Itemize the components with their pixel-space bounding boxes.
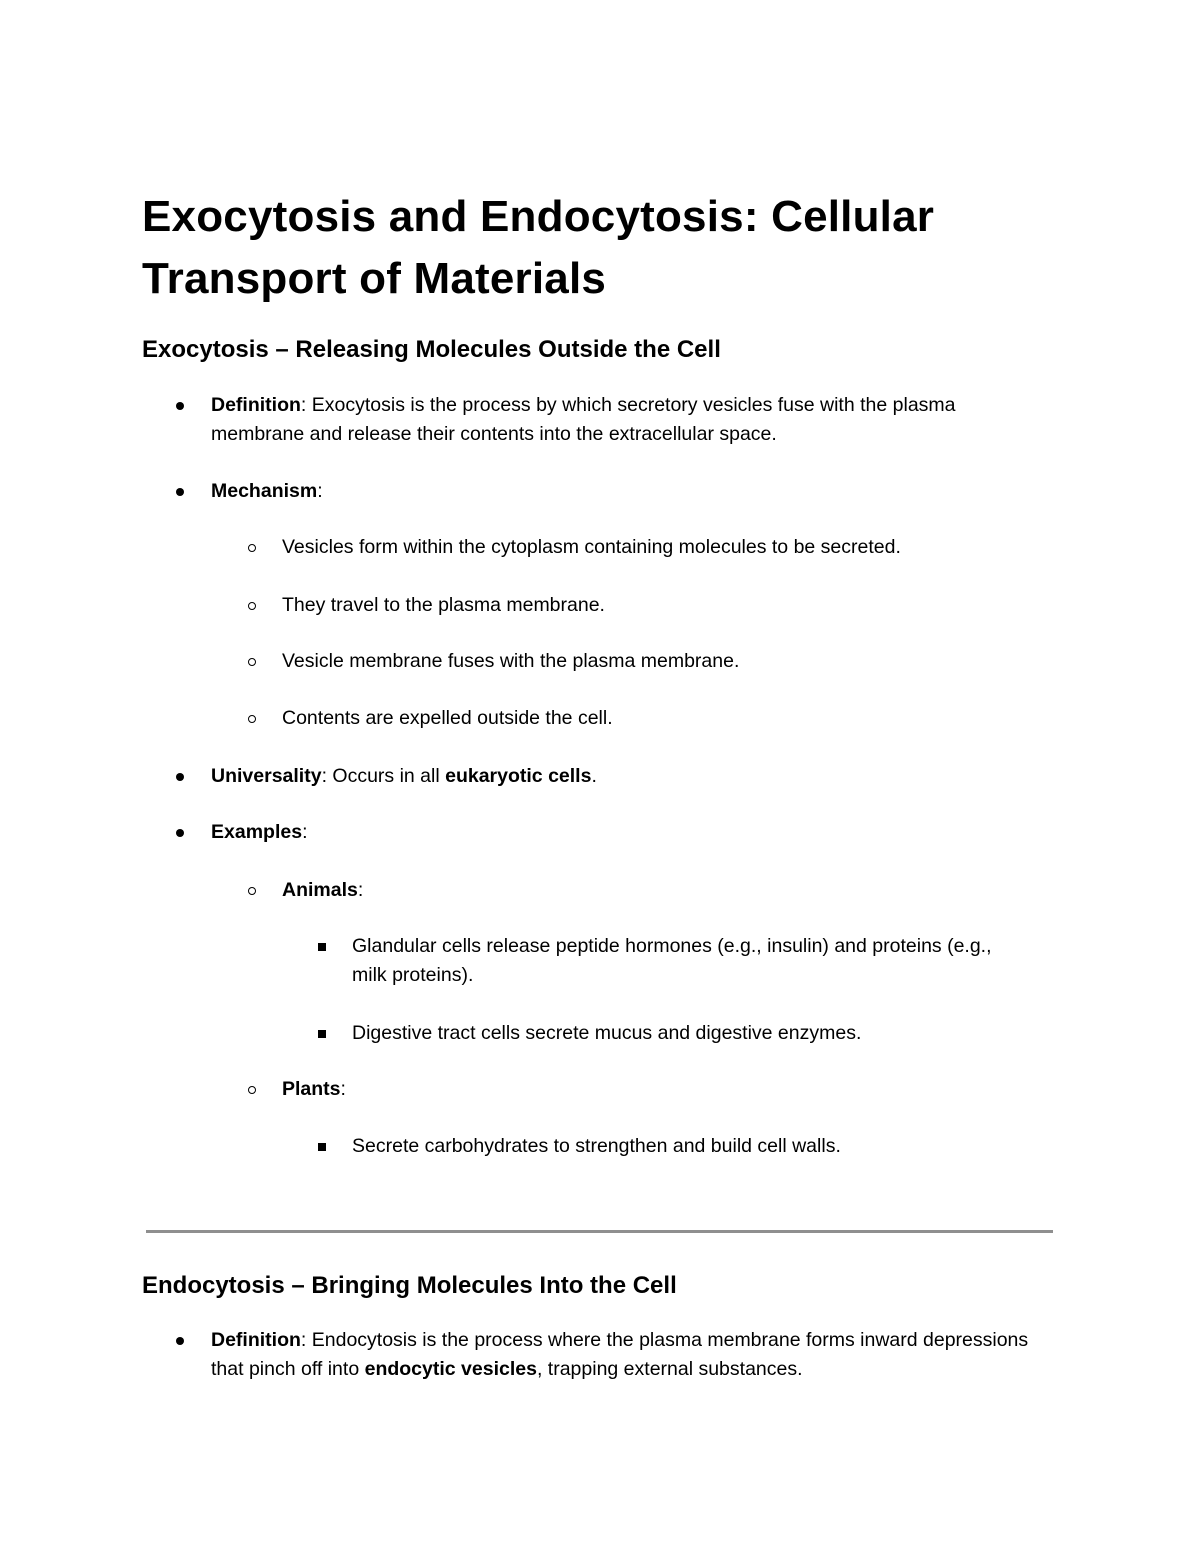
mechanism-step-text: Vesicle membrane fuses with the plasma membrane. xyxy=(282,650,740,672)
examples-colon: : xyxy=(302,821,308,843)
exocytosis-definition-item xyxy=(211,391,1051,449)
animals-item xyxy=(282,876,1042,905)
bullet-circle xyxy=(248,1086,256,1094)
exocytosis-heading: Exocytosis – Releasing Molecules Outside the Cell xyxy=(142,336,721,363)
animals-colon: : xyxy=(357,879,364,901)
definition-text: : Exocytosis is the process by which secretory vesicles fuse with the plasma membrane and release their contents into the extracellular space. xyxy=(211,394,956,445)
bullet-disc xyxy=(176,1337,184,1345)
plants-label: Plants xyxy=(282,1078,341,1100)
universality-text: : Occurs in all xyxy=(321,765,446,787)
plants-item xyxy=(282,1075,1042,1104)
plant-example-text: Secrete carbohydrates to strengthen and build cell walls. xyxy=(352,1135,841,1157)
universality-emphasis: eukaryotic cells xyxy=(445,765,592,787)
bullet-circle xyxy=(248,887,256,895)
definition-label: Definition xyxy=(211,394,301,416)
section-divider xyxy=(146,1230,1053,1233)
mechanism-step-text: Contents are expelled outside the cell. xyxy=(282,707,613,729)
universality-item xyxy=(211,762,1051,791)
bullet-disc xyxy=(176,829,184,837)
mechanism-item xyxy=(211,477,1051,506)
mechanism-step-text: They travel to the plasma membrane. xyxy=(282,594,605,616)
bullet-disc xyxy=(176,488,184,496)
bullet-circle xyxy=(248,544,256,552)
animal-example xyxy=(352,1019,1022,1048)
animals-label: Animals xyxy=(282,879,358,901)
mechanism-colon: : xyxy=(317,480,323,502)
mechanism-step-text: Vesicles form within the cytoplasm containing molecules to be secreted. xyxy=(282,536,901,558)
definition-text: : Endocytosis is the process where the plasma membrane forms inward depressions that pinch off into xyxy=(211,1329,1029,1380)
plants-colon: : xyxy=(340,1078,346,1100)
universality-end: . xyxy=(591,765,597,787)
bullet-square xyxy=(318,1143,326,1151)
mechanism-step xyxy=(282,533,1042,562)
universality-label: Universality xyxy=(211,765,322,787)
definition-emphasis: endocytic vesicles xyxy=(364,1358,537,1380)
bullet-circle xyxy=(248,715,256,723)
bullet-square xyxy=(318,1030,326,1038)
bullet-circle xyxy=(248,658,256,666)
mechanism-step xyxy=(282,704,1042,733)
animal-example-text: Glandular cells release peptide hormones (e.g., insulin) and proteins (e.g., milk proteins). xyxy=(352,935,992,986)
endocytosis-heading: Endocytosis – Bringing Molecules Into the Cell xyxy=(142,1272,677,1299)
examples-item xyxy=(211,818,1051,847)
animal-example-text: Digestive tract cells secrete mucus and digestive enzymes. xyxy=(352,1022,862,1044)
bullet-disc xyxy=(176,773,184,781)
mechanism-label: Mechanism xyxy=(211,480,318,502)
definition-label: Definition xyxy=(211,1329,301,1351)
examples-label: Examples xyxy=(211,821,303,843)
mechanism-step xyxy=(282,647,1042,676)
bullet-square xyxy=(318,943,326,951)
mechanism-step xyxy=(282,591,1042,620)
animal-example xyxy=(352,932,1022,990)
plant-example xyxy=(352,1132,1022,1161)
bullet-circle xyxy=(248,602,256,610)
definition-end: , trapping external substances. xyxy=(536,1358,803,1380)
bullet-disc xyxy=(176,402,184,410)
endocytosis-definition-item xyxy=(211,1326,1051,1384)
document-title: Exocytosis and Endocytosis: Cellular Transport of Materials xyxy=(142,192,935,303)
